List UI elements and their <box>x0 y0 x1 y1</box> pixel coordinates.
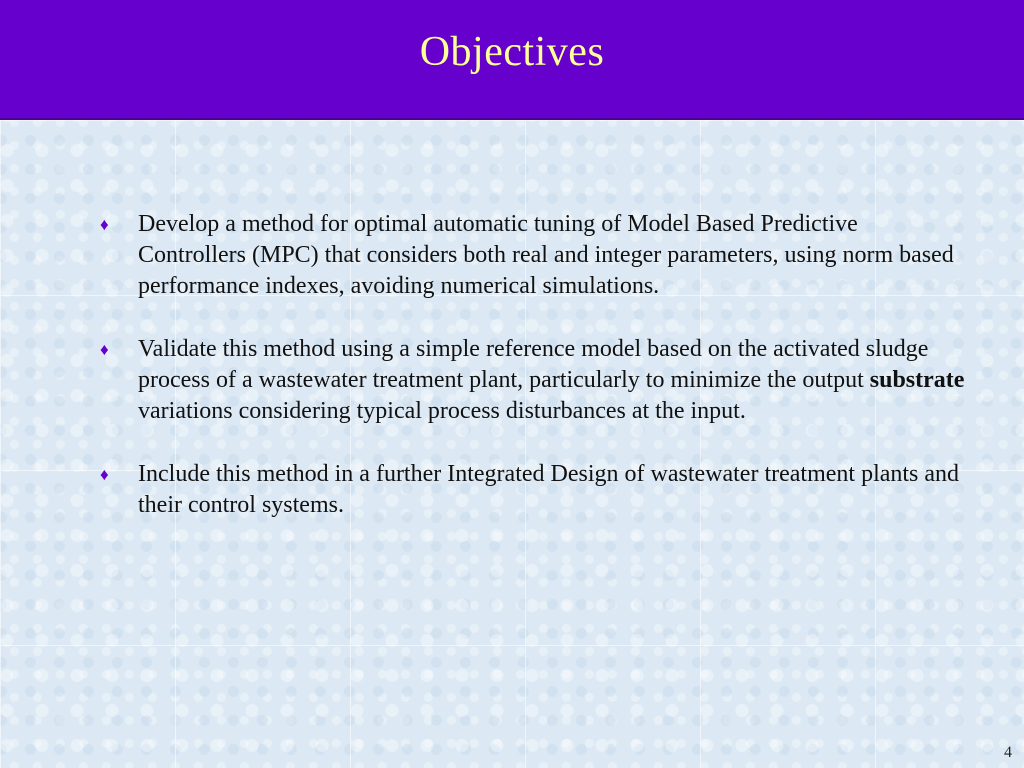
diamond-bullet-icon: ♦ <box>100 340 109 359</box>
objectives-list <box>96 209 966 553</box>
title-bar <box>0 0 1024 120</box>
page-number: 4 <box>1004 744 1012 761</box>
list-item <box>96 459 966 521</box>
list-item <box>96 334 966 427</box>
list-item <box>96 209 966 302</box>
slide-title: Objectives <box>419 29 605 75</box>
bullet-text: Develop a method for optimal automatic tuning of Model Based Predictive Controllers (MPC) that considers both real and integer parameters, using norm based performance indexes, avoiding numerical simulations. <box>138 211 954 299</box>
bullet-text-emphasis: substrate <box>869 367 965 393</box>
bullet-text <box>138 334 966 427</box>
diamond-bullet-icon: ♦ <box>100 465 109 484</box>
bullet-text-after: variations considering typical process disturbances at the input. <box>138 398 746 424</box>
bullet-text: Include this method in a further Integrated Design of wastewater treatment plants and their control systems. <box>138 461 960 518</box>
bullet-text-before: Validate this method using a simple reference model based on the activated sludge process of a wastewater treatment plant, particularly to minimize the output <box>138 336 929 393</box>
diamond-bullet-icon: ♦ <box>100 215 109 234</box>
